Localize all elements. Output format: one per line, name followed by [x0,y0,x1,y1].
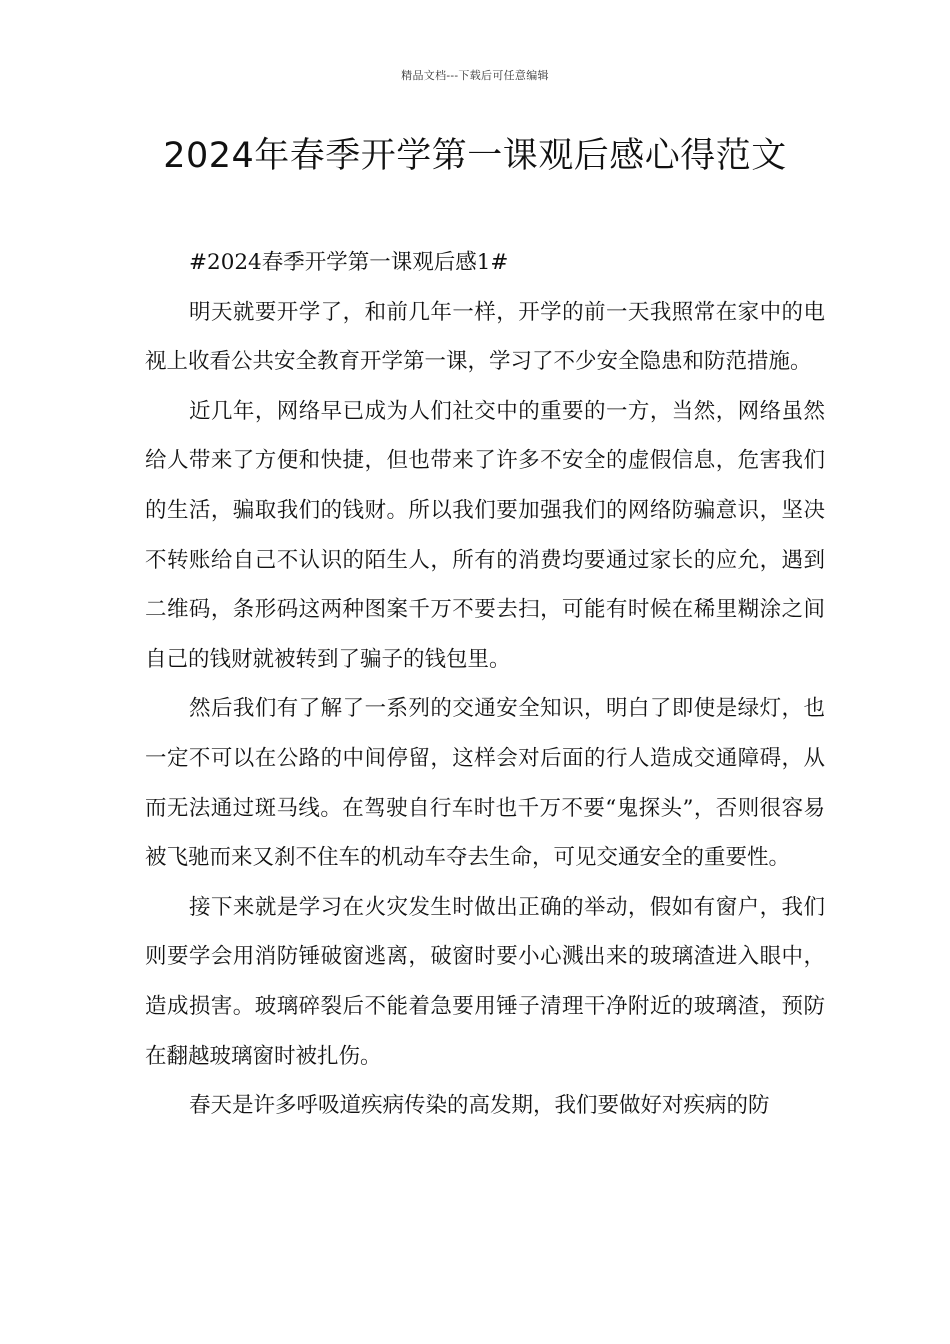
paragraph: 春天是许多呼吸道疾病传染的高发期，我们要做好对疾病的防 [189,1093,770,1119]
header-note: 精品文档---下载后可任意编辑 [401,69,549,82]
section-subheading: #2024春季开学第一课观后感1# [189,250,509,275]
paragraph: 接下来就是学习在火灾发生时做出正确的举动，假如有窗户，我们则要学会用消防锤破窗逃离，破窗时要小心溅出来的玻璃渣进入眼中，造成损害。玻璃碎裂后不能着急要用锤子清理干净附近的玻璃渣，预防在翻越玻璃窗时被扎伤。 [145,894,825,1069]
paragraph: 近几年，网络早已成为人们社交中的重要的一方，当然，网络虽然给人带来了方便和快捷，但也带来了许多不安全的虚假信息，危害我们的生活，骗取我们的钱财。所以我们要加强我们的网络防骗意识，坚决不转账给自己不认识的陌生人，所有的消费均要通过家长的应允，遇到二维码，条形码这两种图案千万不要去扫，可能有时候在稀里糊涂之间自己的钱财就被转到了骗子的钱包里。 [145,398,825,672]
paragraph: 明天就要开学了，和前几年一样，开学的前一天我照常在家中的电视上收看公共安全教育开学第一课，学习了不少安全隐患和防范措施。 [145,299,825,375]
document-body [145,238,825,1131]
paragraph: 然后我们有了解了一系列的交通安全知识，明白了即使是绿灯，也一定不可以在公路的中间停留，这样会对后面的行人造成交通障碍，从而无法通过斑马线。在驾驶自行车时也千万不要“鬼探头”，否则很容易被飞驰而来又刹不住车的机动车夺去生命，可见交通安全的重要性。 [145,696,825,871]
document-title: 2024年春季开学第一课观后感心得范文 [163,136,787,176]
